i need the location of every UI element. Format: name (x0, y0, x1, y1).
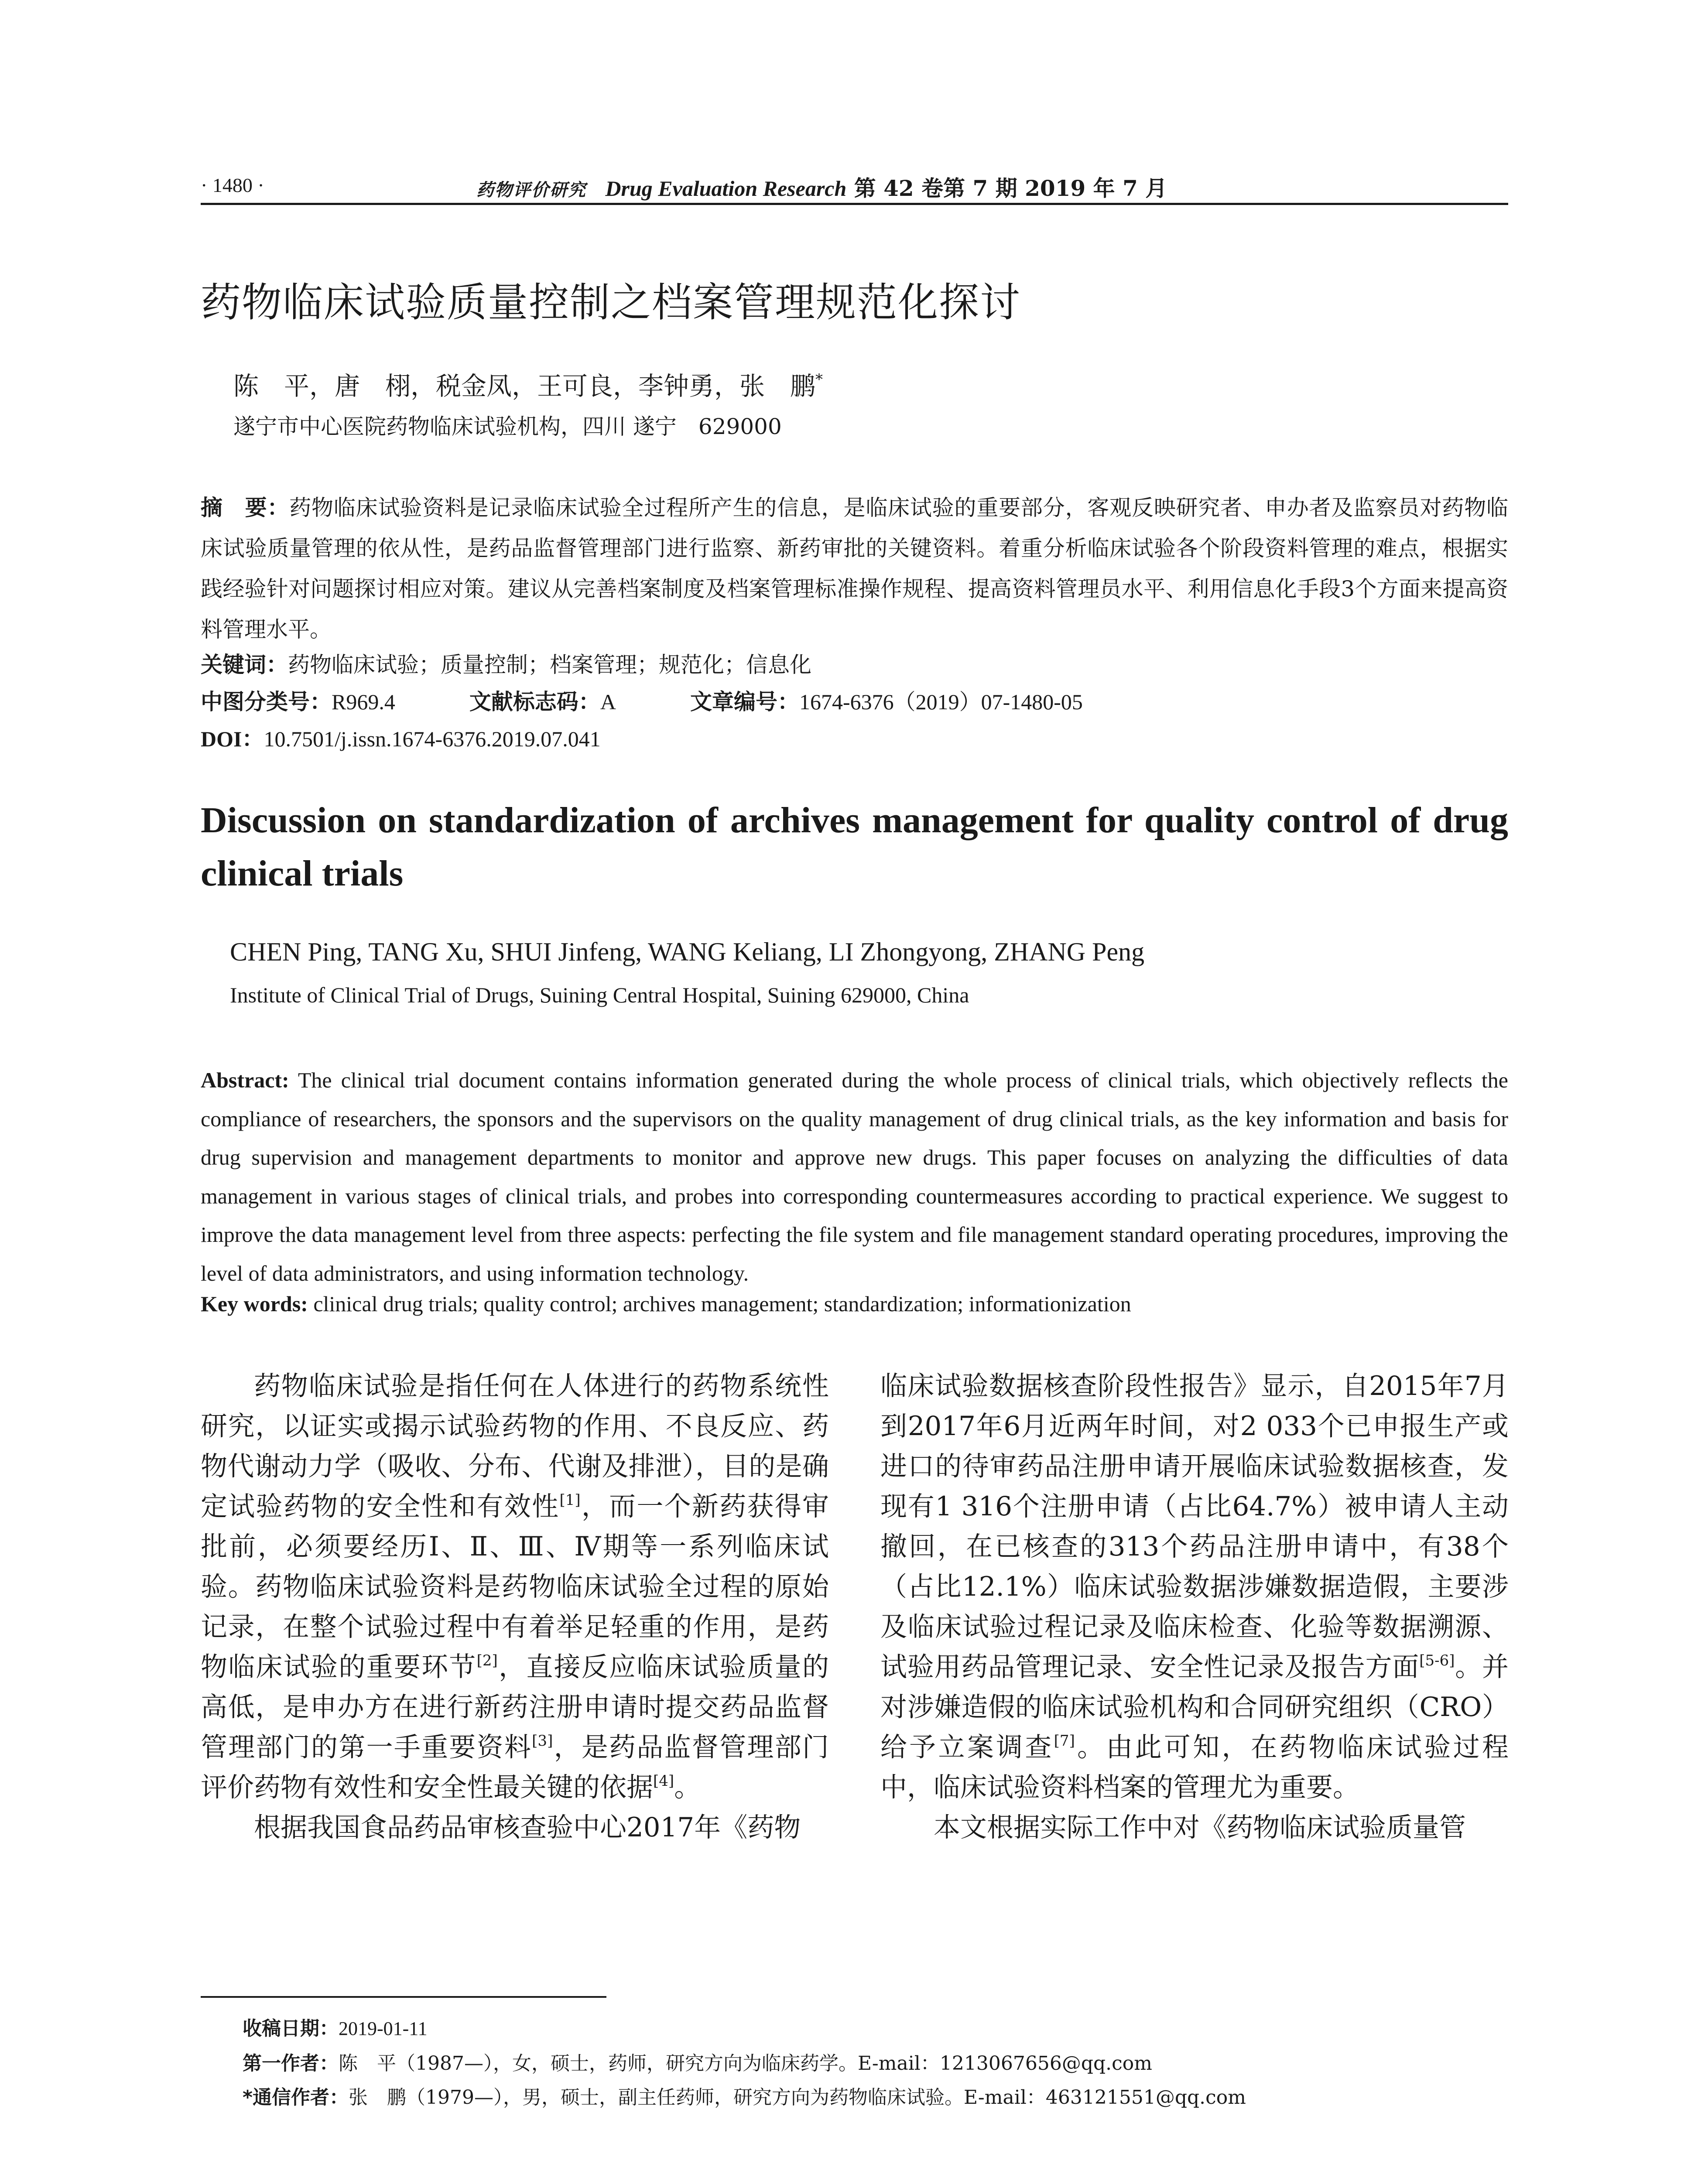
cn-authors (233, 366, 823, 402)
body-text: 临床试验数据核查阶段性报告》显示，自2015年7月到2017年6月近两年时间，对2 033个已申报生产或进口的待审药品注册申请开展临床试验数据核查，发现有1 316个注册申请（占比64.7%）被申请人主动撤回，在已核查的313个药品注册申请中，有38个（占比12.1%）临床试验数据涉嫌数据造假，主要涉及临床试验过程记录及临床检查、化验等数据溯源、试验用药品管理记录、安全性记录及报告方面 (880, 1371, 1509, 1682)
en-abstract-label: Abstract: (201, 1068, 289, 1092)
en-abstract-text: The clinical trial document contains information generated during the whole process of clinical trials, which objectively reflects the compliance of researchers, the sponsors and the supervisors on the quality management of drug clinical trials, as the key information and basis for drug supervision and management departments to monitor and approve new drugs. This paper focuses on analyzing the difficulties of data management in various stages of clinical trials, and probes into corresponding countermeasures according to practical experience. We suggest to improve the data management level from three aspects: perfecting the file system and file management standard operating procedures, improving the level of data administrators, and using information technology. (201, 1068, 1508, 1285)
body-text: 。由此可知，在药物临床试验过程中，临床试验资料档案的管理尤为重要。 (880, 1732, 1509, 1803)
footnote-rule (201, 1996, 606, 1998)
cn-keywords-text: 药物临床试验；质量控制；档案管理；规范化；信息化 (288, 652, 811, 677)
header-rule (201, 203, 1508, 205)
en-title: Discussion on standardization of archives management for quality control of drug clinical trials (201, 800, 1508, 894)
doc-code-label: 文献标志码： (469, 689, 600, 714)
en-abstract (201, 1061, 1508, 1292)
citation-ref: [2] (476, 1652, 498, 1669)
footnote-first-author (243, 2048, 1152, 2075)
en-affiliation: Institute of Clinical Trial of Drugs, Suining Central Hospital, Suining 629000, China (230, 983, 969, 1007)
doi-line (201, 719, 1508, 759)
body-column-left (201, 1366, 829, 1848)
citation-ref: [7] (1054, 1732, 1075, 1750)
citation-ref: [5-6] (1419, 1652, 1455, 1669)
journal-logo: 药物评价研究 (476, 180, 586, 200)
footnote-corresponding (243, 2082, 1246, 2109)
journal-header (476, 171, 1167, 202)
en-authors: CHEN Ping, TANG Xu, SHUI Jinfeng, WANG Keliang, LI Zhongyong, ZHANG Peng (230, 937, 1145, 966)
cn-abstract (201, 488, 1508, 650)
first-author-label: 第一作者： (243, 2052, 339, 2075)
clc-value: R969.4 (332, 690, 395, 714)
journal-name: Drug Evaluation Research (605, 176, 847, 201)
citation-ref: [3] (532, 1732, 553, 1750)
body-text: 药物临床试验是指任何在人体进行的药物系统性研究，以证实或揭示试验药物的作用、不良反应、药物代谢动力学（吸收、分布、代谢及排泄），目的是确定试验药物的安全性和有效性 (201, 1371, 829, 1522)
en-keywords-label: Key words: (201, 1292, 308, 1316)
doi-value: 10.7501/j.issn.1674-6376.2019.07.041 (264, 727, 601, 751)
body-text: 。并对涉嫌造假的临床试验机构和合同研究组织（CRO）给予立案调查 (880, 1651, 1509, 1763)
corresponding-mark: * (815, 371, 823, 388)
journal-issue: 第 42 卷第 7 期 2019 年 7 月 (854, 175, 1167, 201)
footnote-received (243, 2013, 428, 2041)
body-text: ，而一个新药获得审批前，必须要经历Ⅰ、Ⅱ、Ⅲ、Ⅳ期等一系列临床试验。药物临床试验资料是药物临床试验全过程的原始记录，在整个试验过程中有着举足轻重的作用，是药物临床试验的重要环节 (201, 1491, 829, 1682)
first-author-value: 陈 平（1987—），女，硕士，药师，研究方向为临床药学。E-mail：1213067656@qq.com (339, 2052, 1152, 2075)
citation-ref: [4] (653, 1772, 674, 1790)
body-paragraph (201, 1366, 829, 1808)
body-column-right (880, 1366, 1509, 1848)
cn-author-list: 陈 平，唐 栩，税金凤，王可良，李钟勇，张 鹏 (233, 371, 816, 401)
article-no-value: 1674-6376（2019）07-1480-05 (799, 690, 1083, 714)
en-keywords-text: clinical drug trials; quality control; archives management; standardization; informationization (313, 1292, 1131, 1316)
corresponding-value: 张 鹏（1979—），男，硕士，副主任药师，研究方向为药物临床试验。E-mail：463121551@qq.com (349, 2086, 1246, 2109)
clc-label: 中图分类号： (201, 689, 332, 714)
body-text: 。 (674, 1772, 701, 1803)
body-text: ，直接反应临床试验质量的高低，是申办方在进行新药注册申请时提交药品监督管理部门的第一手重要资料 (201, 1651, 829, 1763)
received-label: 收稿日期： (243, 2017, 339, 2040)
cn-abstract-label: 摘 要： (201, 495, 290, 520)
cn-affiliation: 遂宁市中心医院药物临床试验机构，四川 遂宁 629000 (233, 414, 782, 439)
corresponding-label: *通信作者： (243, 2086, 349, 2109)
cn-abstract-text: 药物临床试验资料是记录临床试验全过程所产生的信息，是临床试验的重要部分，客观反映研究者、申办者及监察员对药物临床试验质量管理的依从性，是药品监督管理部门进行监察、新药审批的关键资料。着重分析临床试验各个阶段资料管理的难点，根据实践经验针对问题探讨相应对策。建议从完善档案制度及档案管理标准操作规程、提高资料管理员水平、利用信息化手段3个方面来提高资料管理水平。 (201, 495, 1509, 642)
body-paragraph: 本文根据实际工作中对《药物临床试验质量管 (934, 1812, 1466, 1843)
cn-keywords-label: 关键词： (201, 652, 288, 677)
doi-label: DOI： (201, 727, 264, 751)
body-paragraph (880, 1366, 1509, 1808)
received-value: 2019-01-11 (339, 2018, 428, 2039)
citation-ref: [1] (559, 1491, 581, 1509)
body-text: ，是药品监督管理部门评价药物有效性和安全性最关键的依据 (201, 1732, 829, 1803)
page-number: · 1480 · (201, 174, 264, 196)
cn-keywords (201, 645, 1508, 685)
en-keywords (201, 1291, 1131, 1316)
cn-title: 药物临床试验质量控制之档案管理规范化探讨 (201, 279, 1021, 326)
body-paragraph: 根据我国食品药品审核查验中心2017年《药物 (254, 1812, 801, 1843)
cn-classification (201, 682, 1508, 722)
doc-code-value: A (600, 690, 616, 714)
article-no-label: 文章编号： (690, 689, 799, 714)
